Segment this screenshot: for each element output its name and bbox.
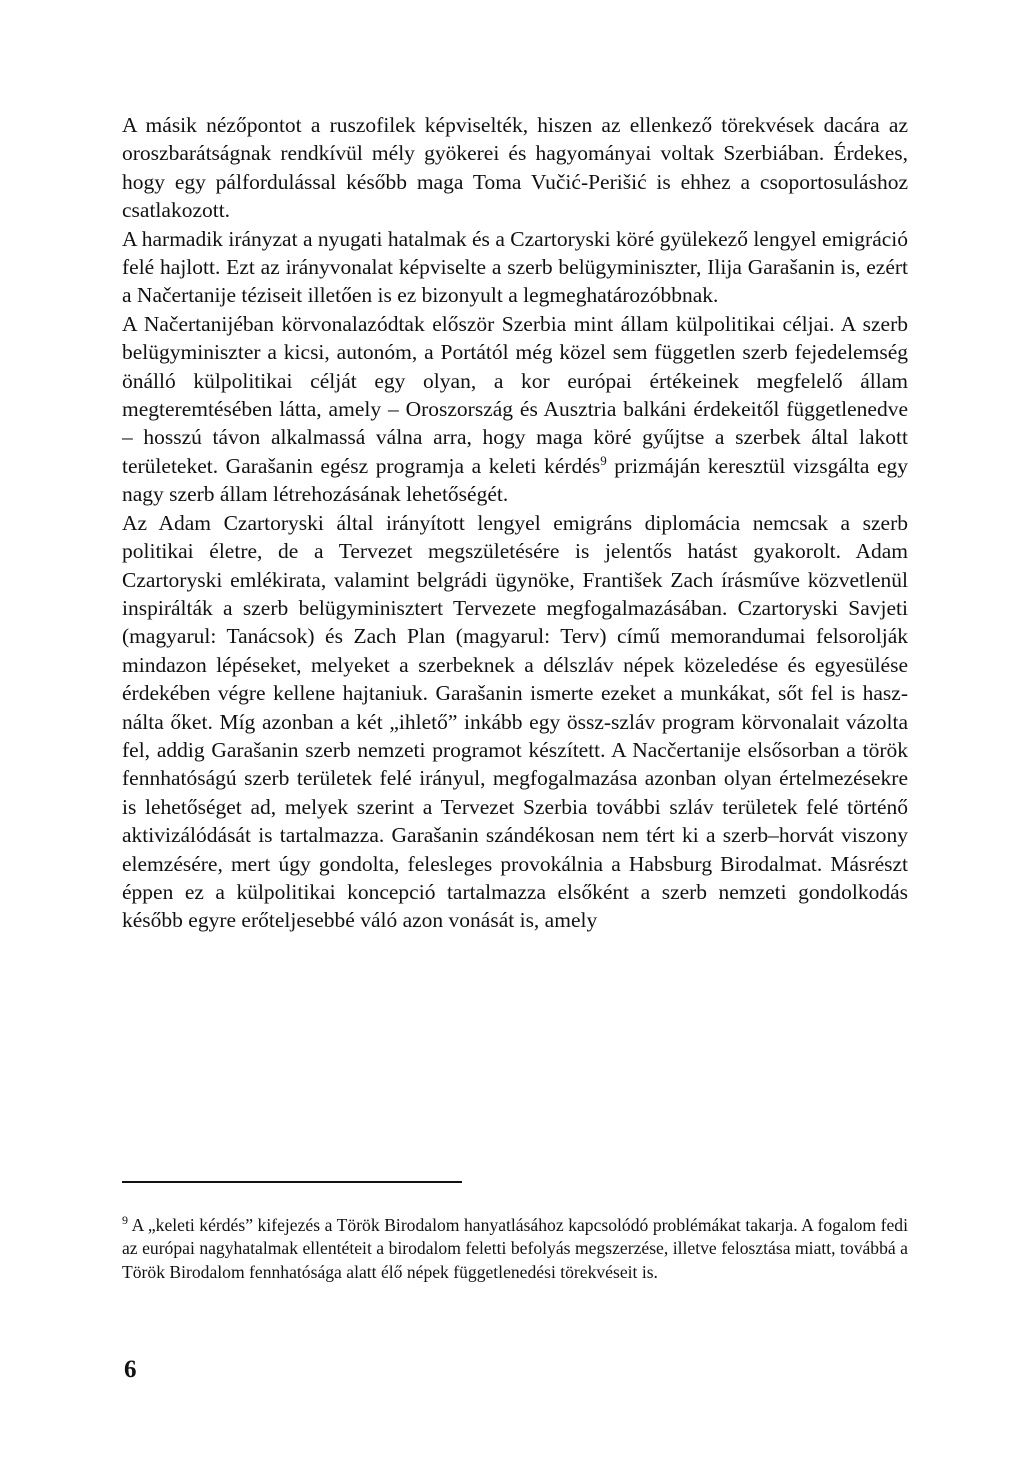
paragraph-nacertanije-part2: prizmáján keresztül vizsgálta egy nagy szerb állam létrehozásának lehetőségét. — [122, 453, 908, 507]
paragraph-harmadik-iranyzat: A harmadik irányzat a nyugati hatalmak és a Czartoryski köré gyülekező lengyel emigráció felé hajlott. Ezt az irányvonalat képviselte a szerb belügyminiszter, Ilija Garašanin is, ezért a Načertanije téziseit illetően is ez bizonyult a legmeghatározóbbnak. — [122, 226, 908, 308]
footnote-reference[interactable]: 9 — [600, 452, 607, 468]
footnote-mark: 9 — [122, 1213, 128, 1228]
page-number: 6 — [124, 1356, 137, 1383]
main-text — [122, 111, 908, 935]
paragraph-czartoryski: Az Adam Czartoryski által irányított lengyel emigráns diplomácia nemcsak a szerb politikai életre, de a Tervezet megszületésére is jelentős hatást gyakorolt. Adam Czartoryski emlékirata, valamint belgrádi ügynöke, František Zach írásműve közvetlenül inspirálták a szerb belügyminisztert Tervezete megfogalmazásában. Czartoryski Savjeti (magyarul: Tanácsok) és Zach Plan (magyarul: Terv) című memorandumai felsorolják mindazon lépéseket, melyeket a szerbeknek a délszláv népek közeledése és egyesülése érdekében végre kellene hajtaniuk. Garašanin ismerte ezeket a munkákat, sőt fel is használta őket. Míg azonban a két „ihlető” inkább egy össz-szláv program körvonalait vázolta fel, addig Garašanin szerb nemzeti programot készített. A Nacčertanije elsősorban a török fennhatóságú szerb területek felé irányul, megfogalmazása azonban olyan értelmezésekre is lehetőséget ad, melyek szerint a Tervezet Szerbia további szláv területek felé történő aktivizálódását is tartalmazza. Garašanin szándékosan nem tért ki a szerb–horvát viszony elemzésére, mert úgy gondolta, felesleges provokálnia a Habsburg Birodalmat. Másrészt éppen ez a külpolitikai koncepció tartalmazza elsőként a szerb nemzeti gondolkodás később egyre erőteljesebbé váló azon vonását is, amely — [122, 510, 908, 933]
paragraph-nacertanije — [122, 310, 908, 509]
footnote — [122, 1214, 908, 1284]
paragraph-ruszofilek: A másik nézőpontot a ruszofilek képviselték, hiszen az ellenkező törekvések dacára az oroszbarátságnak rendkívül mély gyökerei és hagyományai voltak Szerbiában. Érdekes, hogy egy pálfordulással később maga Toma Vučić-Perišić is ehhez a csoportosuláshoz csatlakozott. — [122, 113, 908, 223]
paragraph-nacertanije-part1: A Načertanijéban körvonalazódtak először Szerbia mint állam külpolitikai céljai. A szerb belügyminiszter a kicsi, autonóm, a Portától még közel sem független szerb fejedelemség önálló külpolitikai célját egy olyan, a kor európai értékeinek megfelelő állam megteremtésében látta, amely – Oroszország és Ausztria balkáni érdekeitől függetlenedve – hosszú távon alkalmassá válna arra, hogy maga köré gyűjtse a szerbek által lakott területeket. Garašanin egész programja a keleti kérdés — [122, 311, 908, 478]
footnote-text: A „keleti kérdés” kifejezés a Török Birodalom hanyatlásához kapcsolódó problémákat takarja. A fogalom fedi az európai nagyhatalmak ellentéteit a birodalom feletti befolyás megszerzése, illetve felosztása miatt, továbbá a Török Birodalom fennhatósága alatt élő népek függetlenedési törekvéseit is. — [122, 1215, 908, 1282]
footnote-divider — [122, 1181, 462, 1183]
